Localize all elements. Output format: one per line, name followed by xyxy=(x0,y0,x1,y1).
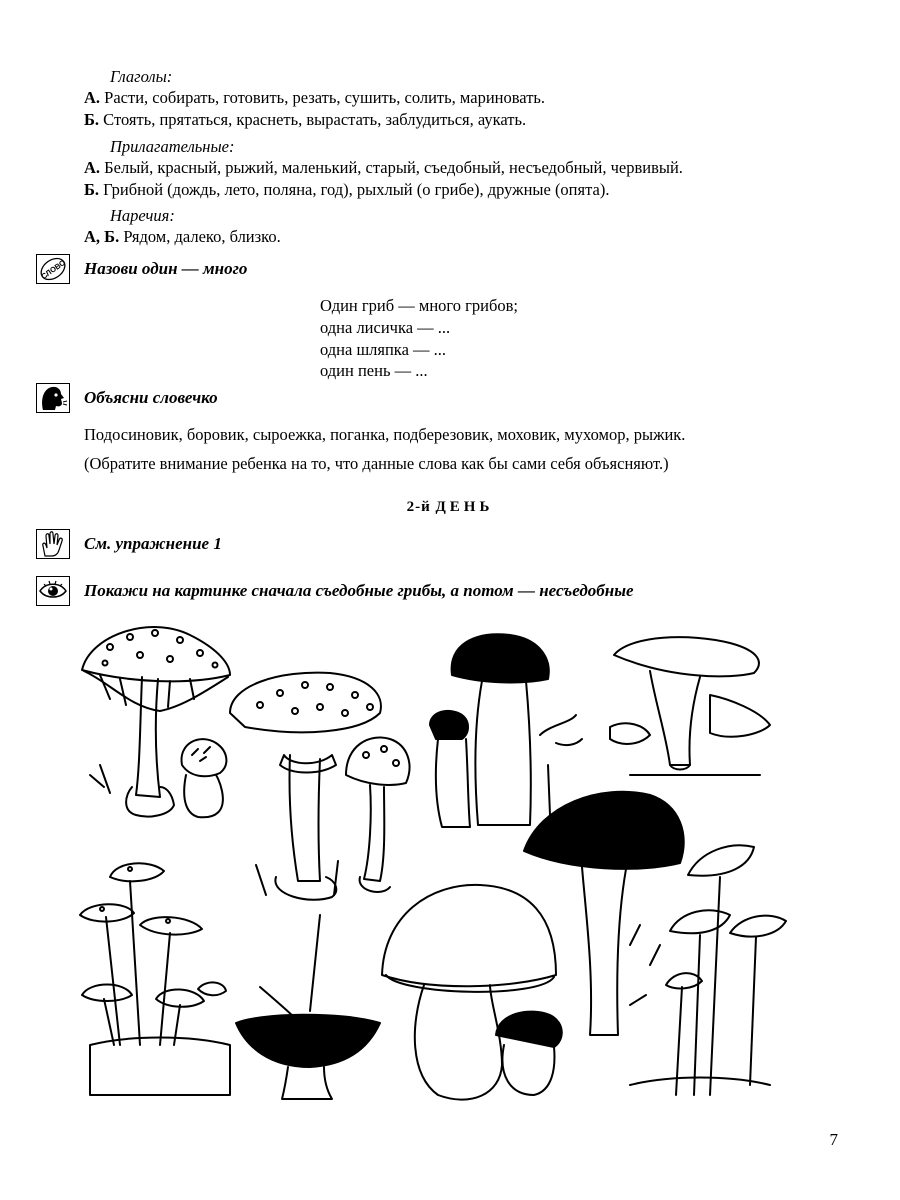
adverbs-header: Наречия: xyxy=(110,206,175,225)
adjectives-line-b xyxy=(84,179,683,200)
speaking-face-icon xyxy=(36,383,70,413)
adverbs-text: Рядом, далеко, близко. xyxy=(123,227,281,247)
verbs-a-text: Расти, собирать, готовить, резать, сушить, солить, мариновать. xyxy=(104,88,546,108)
label-b: Б. xyxy=(84,179,100,199)
task2-title: Объясни словечко xyxy=(84,388,218,407)
verbs-section xyxy=(84,66,545,130)
verbs-b-text: Стоять, прятаться, краснеть, вырастать, заблудиться, аукать. xyxy=(103,109,527,129)
task2-words: Подосиновик, боровик, сыроежка, поганка, подберезовик, моховик, мухомор, рыжик. xyxy=(84,425,686,444)
example-line: одна шляпка — ... xyxy=(320,339,447,359)
example-line: Один гриб — много грибов; xyxy=(320,296,518,315)
example-line: одна лисичка — ... xyxy=(320,317,451,337)
task-name-one-many xyxy=(36,254,247,284)
slovo-icon-text: СЛОВО xyxy=(39,257,68,281)
boletus-pair xyxy=(430,634,582,827)
slovo-icon xyxy=(36,254,70,284)
page-number: 7 xyxy=(829,1130,838,1149)
verbs-line-b xyxy=(84,109,545,130)
adjectives-section xyxy=(84,136,683,200)
adverbs-line xyxy=(84,226,281,247)
task1-example xyxy=(320,295,518,382)
small-mushroom xyxy=(182,739,227,817)
adverbs-section xyxy=(84,205,281,248)
mushrooms-illustration xyxy=(70,615,790,1110)
fly-agaric-mushroom xyxy=(82,627,230,816)
day-number: 2-й xyxy=(406,499,431,515)
hand-icon xyxy=(36,529,70,559)
task2-note: (Обратите внимание ребенка на то, что данные слова как бы сами себя объясняют.) xyxy=(84,454,669,473)
example-line: один пень — ... xyxy=(320,361,428,381)
adjectives-line-a xyxy=(84,157,683,178)
day-word: ДЕНЬ xyxy=(435,499,494,515)
task1-title: Назови один — много xyxy=(84,259,248,278)
label-a: А. xyxy=(84,158,101,178)
honey-fungus-cluster xyxy=(80,863,230,1095)
label-ab: А, Б. xyxy=(84,227,120,247)
adjectives-a-text: Белый, красный, рыжий, маленький, старый, съедобный, несъедобный, червивый. xyxy=(104,158,683,178)
porcini-large xyxy=(382,885,562,1100)
task3-title: См. упражнение 1 xyxy=(84,534,222,553)
task-explain-word xyxy=(36,383,218,413)
task-see-exercise xyxy=(36,529,222,559)
task4-title: Покажи на картинке сначала съедобные грибы, а потом — несъедобные xyxy=(84,581,634,600)
fly-agaric-small xyxy=(346,738,409,892)
label-a: А. xyxy=(84,88,101,108)
label-b: Б. xyxy=(84,109,100,129)
toadstool-group xyxy=(630,845,786,1095)
verbs-header: Глаголы: xyxy=(110,67,173,86)
dark-boletus xyxy=(524,792,684,1035)
adjectives-b-text: Грибной (дождь, лето, поляна, год), рыхлый (о грибе), дружные (опята). xyxy=(103,179,610,199)
chanterelle-group xyxy=(610,637,770,775)
adjectives-header: Прилагательные: xyxy=(110,137,235,156)
fly-agaric-large xyxy=(230,673,381,900)
task-show-picture xyxy=(36,576,634,606)
verbs-line-a xyxy=(84,87,545,108)
russula-mushroom xyxy=(236,915,380,1099)
day-header xyxy=(0,499,900,516)
eye-icon xyxy=(36,576,70,606)
